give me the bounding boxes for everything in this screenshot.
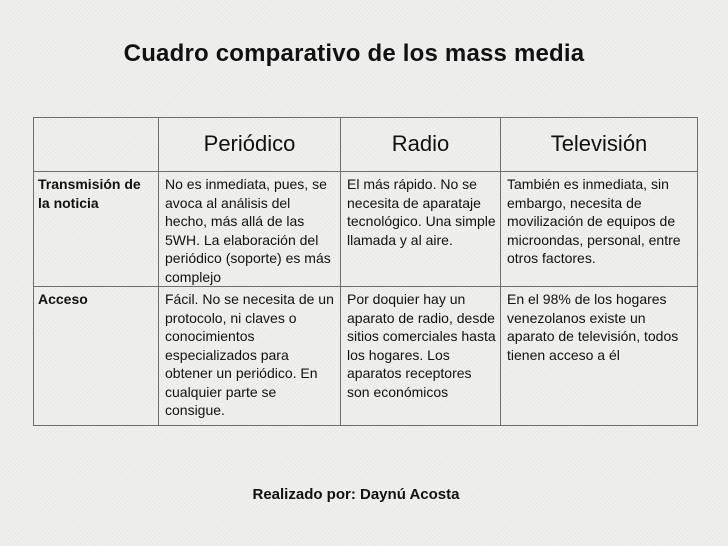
table-row xyxy=(34,287,698,426)
table-header-row xyxy=(34,118,698,172)
header-cell-television: Televisión xyxy=(501,118,698,172)
header-cell-periodico: Periódico xyxy=(159,118,341,172)
page-title xyxy=(0,40,728,68)
comparison-table xyxy=(33,117,698,426)
author-credit xyxy=(0,486,728,503)
row-label-acceso: Acceso xyxy=(34,287,159,426)
header-cell-radio: Radio xyxy=(341,118,501,172)
cell-transmision-television: También es inmediata, sin embargo, necesita de movilización de equipos de microondas, personal, entre otros factores. xyxy=(501,172,698,287)
cell-transmision-periodico: No es inmediata, pues, se avoca al análisis del hecho, más allá de las 5WH. La elaboración del periódico (soporte) es más complejo xyxy=(159,172,341,287)
header-cell-empty xyxy=(34,118,159,172)
table-row xyxy=(34,172,698,287)
row-label-transmision: Transmisión de la noticia xyxy=(34,172,159,287)
title-text: Cuadro comparativo de los mass media xyxy=(123,40,585,67)
cell-transmision-radio: El más rápido. No se necesita de aparataje tecnológico. Una simple llamada y al aire. xyxy=(341,172,501,287)
cell-acceso-radio: Por doquier hay un aparato de radio, desde sitios comerciales hasta los hogares. Los aparatos receptores son económicos xyxy=(341,287,501,426)
credit-text: Realizado por: Daynú Acosta xyxy=(252,486,460,503)
cell-acceso-television: En el 98% de los hogares venezolanos existe un aparato de televisión, todos tienen acceso a él xyxy=(501,287,698,426)
cell-acceso-periodico: Fácil. No se necesita de un protocolo, ni claves o conocimientos especializados para obtener un periódico. En cualquier parte se consigue. xyxy=(159,287,341,426)
